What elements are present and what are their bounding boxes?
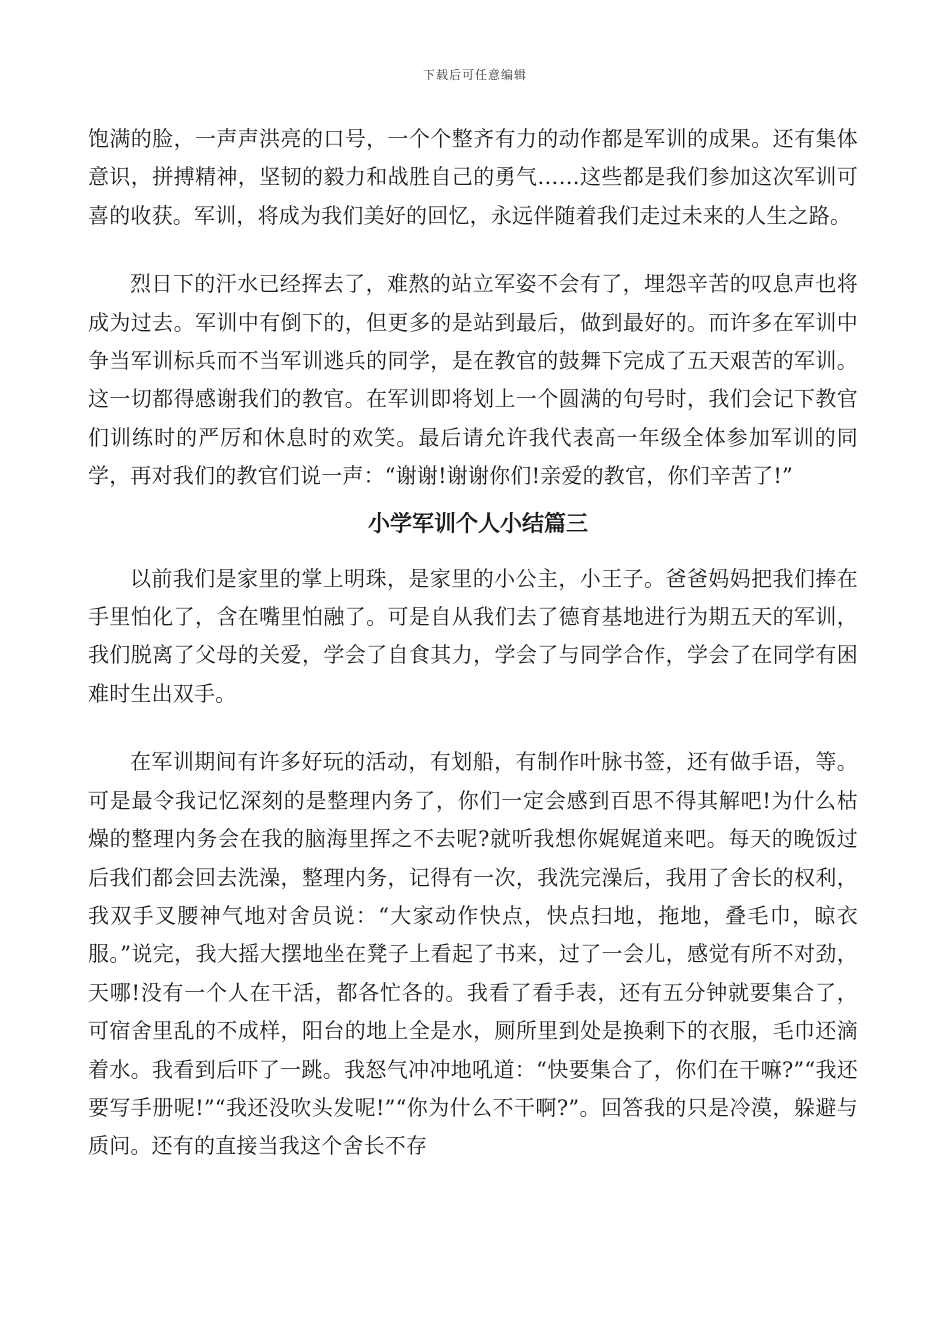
paragraph-gap: [88, 235, 858, 265]
paragraph: 在军训期间有许多好玩的活动，有划船，有制作叶脉书签，还有做手语，等。可是最令我记忆深刻的是整理内务了，你们一定会感到百思不得其解吧!为什么枯燥的整理内务会在我的脑海里挥之不去呢?就听我想你娓娓道来吧。每天的晚饭过后我们都会回去洗澡，整理内务，记得有一次，我洗完澡后，我用了舍长的权利，我双手叉腰神气地对舍员说：“大家动作快点，快点扫地，拖地，叠毛巾，晾衣服。”说完，我大摇大摆地坐在凳子上看起了书来，过了一会儿，感觉有所不对劲，天哪!没有一个人在干活，都各忙各的。我看了看手表，还有五分钟就要集合了，可宿舍里乱的不成样，阳台的地上全是水，厕所里到处是换剩下的衣服，毛巾还滴着水。我看到后吓了一跳。我怒气冲冲地吼道：“快要集合了，你们在干嘛?”“我还要写手册呢!”“我还没吹头发呢!”“你为什么不干啊?”。回答我的只是冷漠，躲避与质问。还有的直接当我这个舍长不存: [88, 750, 858, 1159]
paragraph-gap: [88, 713, 858, 743]
paragraph: 以前我们是家里的掌上明珠，是家里的小公主，小王子。爸爸妈妈把我们捧在手里怕化了，含在嘴里怕融了。可是自从我们去了德育基地进行为期五天的军训，我们脱离了父母的关爱，学会了自食其力，学会了与同学合作，学会了在同学有困难时生出双手。: [88, 566, 858, 706]
document-body: [88, 120, 858, 1166]
paragraph: 烈日下的汗水已经挥去了，难熬的站立军姿不会有了，埋怨辛苦的叹息声也将成为过去。军训中有倒下的，但更多的是站到最后，做到最好的。而许多在军训中争当军训标兵而不当军训逃兵的同学，是在教官的鼓舞下完成了五天艰苦的军训。这一切都得感谢我们的教官。在军训即将划上一个圆满的句号时，我们会记下教官们训练时的严厉和休息时的欢笑。最后请允许我代表高一年级全体参加军训的同学，再对我们的教官们说一声：“谢谢!谢谢你们!亲爱的教官，你们辛苦了!”: [88, 272, 858, 489]
section-title: 小学军训个人小结篇三: [367, 511, 588, 537]
paragraph-continued: 饱满的脸，一声声洪亮的口号，一个个整齐有力的动作都是军训的成果。还有集体意识，拼搏精神，坚韧的毅力和战胜自己的勇气……这些都是我们参加这次军训可喜的收获。军训，将成为我们美好的回忆，永远伴随着我们走过未来的人生之路。: [88, 127, 858, 228]
page-header: 下载后可任意编辑: [422, 68, 527, 82]
